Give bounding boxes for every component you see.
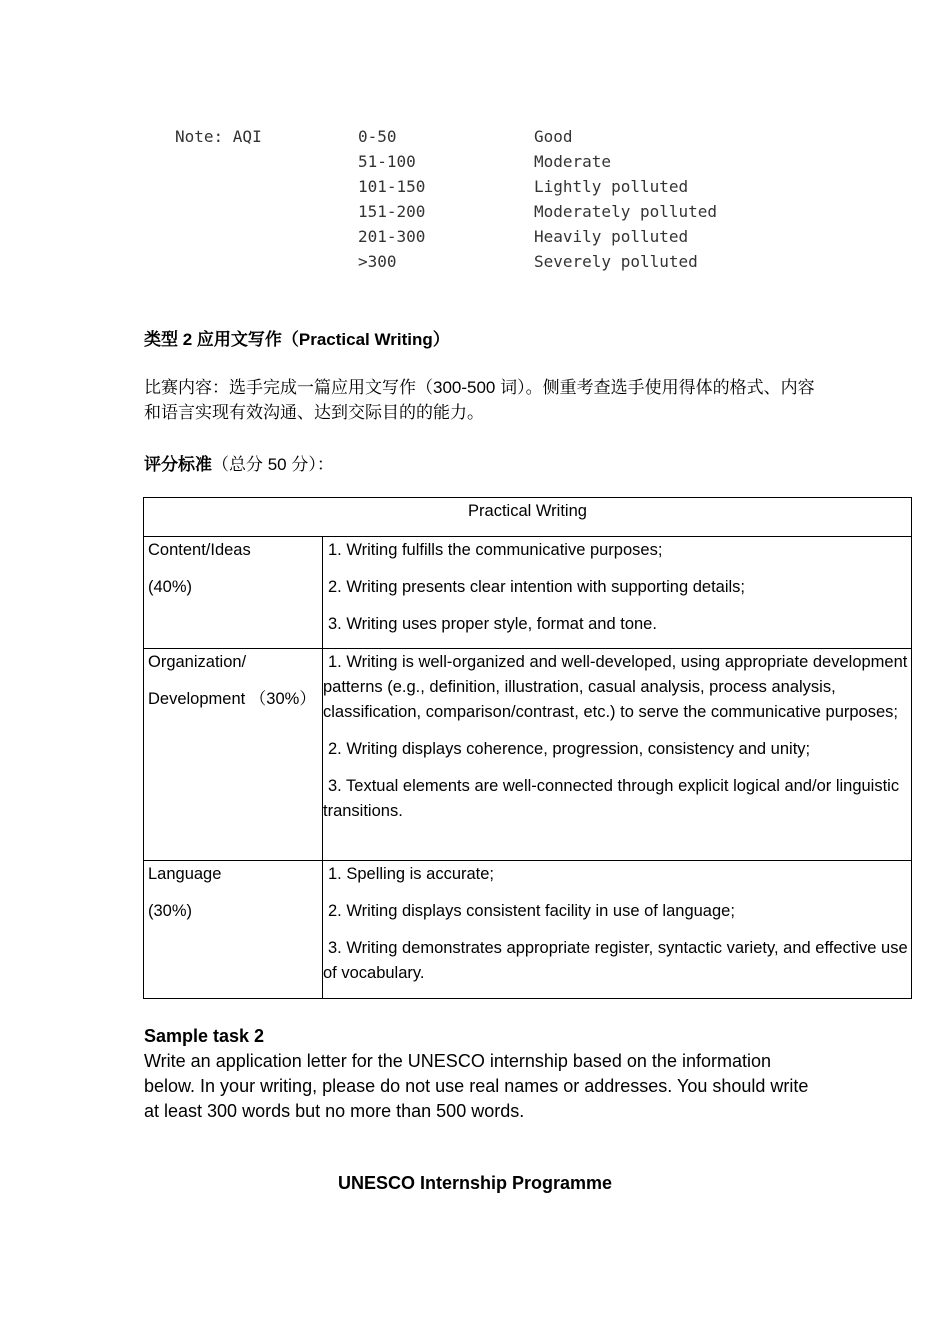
criteria-label: 评分标准: [144, 455, 212, 474]
rubric-row-language: [144, 861, 911, 998]
rubric-table: [143, 497, 912, 999]
aqi-range: 151-200: [358, 202, 426, 221]
aqi-level: Good: [534, 127, 573, 146]
rubric-category: Content/Ideas: [148, 541, 251, 559]
rubric-weight: (30%): [148, 902, 193, 920]
rubric-item: 2. Writing displays consistent facility in use of language;: [328, 902, 735, 920]
contest-content: 比赛内容：选手完成一篇应用文写作（300-500 词）。侧重考查选手使用得体的格式、内容和语言实现有效沟通、达到交际目的的能力。: [144, 378, 815, 422]
rubric-category: Language: [148, 865, 222, 883]
aqi-level: Moderately polluted: [534, 202, 718, 221]
sample-task-title: Sample task 2: [144, 1026, 265, 1046]
rubric-item: 2. Writing displays coherence, progression, consistency and unity;: [328, 740, 811, 758]
rubric-title: Practical Writing: [144, 498, 911, 537]
criteria-total: （总分 50 分）：: [212, 455, 334, 474]
rubric-description-cell: [323, 537, 911, 648]
aqi-range: 51-100: [358, 152, 416, 171]
sample-task: [144, 1024, 824, 1124]
aqi-level: Heavily polluted: [534, 227, 689, 246]
rubric-category-cell: [144, 537, 323, 648]
rubric-description-cell: [323, 861, 911, 998]
rubric-category-cell: [144, 861, 323, 998]
rubric-row-content: [144, 537, 911, 649]
criteria-heading: [144, 450, 334, 475]
rubric-row-organization: [144, 649, 911, 861]
aqi-range: 201-300: [358, 227, 426, 246]
programme-title: UNESCO Internship Programme: [337, 1173, 613, 1193]
aqi-level: Lightly polluted: [534, 177, 689, 196]
aqi-range: 101-150: [358, 177, 426, 196]
rubric-weight: Development （30%）: [148, 690, 316, 708]
rubric-item: 1. Spelling is accurate;: [328, 865, 495, 883]
rubric-category-cell: [144, 649, 323, 860]
rubric-item: 2. Writing presents clear intention with supporting details;: [328, 578, 745, 596]
rubric-item: 1. Writing fulfills the communicative purposes;: [328, 541, 663, 559]
aqi-range: >300: [358, 252, 397, 271]
aqi-level: Moderate: [534, 152, 612, 171]
rubric-description-cell: [323, 649, 911, 860]
rubric-category: Organization/: [148, 653, 247, 671]
rubric-item: 1. Writing is well-organized and well-developed, using appropriate development patterns (e.g., definition, illustration, casual analysis, process analysis, classification, comparison/contrast, etc.) to serve the communicative purposes;: [323, 653, 908, 721]
aqi-range: 0-50: [358, 127, 397, 146]
rubric-weight: (40%): [148, 578, 193, 596]
aqi-note-label: Note: AQI: [175, 127, 262, 146]
rubric-item: 3. Textual elements are well-connected through explicit logical and/or linguistic transitions.: [323, 777, 900, 820]
sample-task-body: Write an application letter for the UNESCO internship based on the information below. In your writing, please do not use real names or addresses. You should write at least 300 words but no more than 500 words.: [144, 1051, 809, 1121]
section-title: 类型 2 应用文写作（Practical Writing）: [144, 330, 450, 349]
aqi-level: Severely polluted: [534, 252, 698, 271]
rubric-item: 3. Writing demonstrates appropriate register, syntactic variety, and effective use of vocabulary.: [323, 939, 908, 982]
rubric-item: 3. Writing uses proper style, format and tone.: [328, 615, 657, 633]
